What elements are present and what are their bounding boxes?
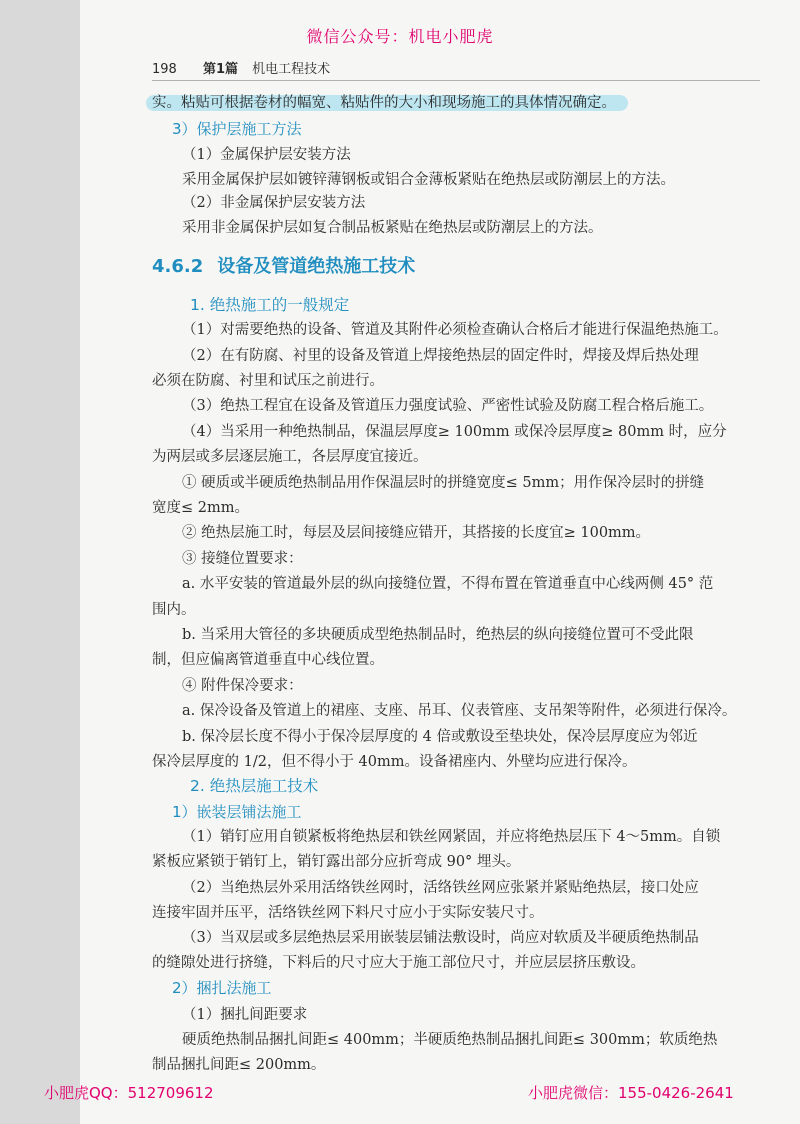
paragraph-line: （1）销钉应用自锁紧板将绝热层和铁丝网紧固，并应将绝热层压下 4～5mm。自锁 (182, 829, 721, 845)
paragraph-line: （1）捆扎间距要求 (182, 1007, 308, 1023)
paragraph-line: （3）绝热工程宜在设备及管道压力强度试验、严密性试验及防腐工程合格后施工。 (182, 398, 714, 414)
footer-qq-watermark: 小肥虎QQ：512709612 (44, 1084, 214, 1102)
subheading: 1）嵌装层铺法施工 (172, 803, 302, 821)
paragraph-line: 采用金属保护层如镀锌薄钢板或铝合金薄板紧贴在绝热层或防潮层上的方法。 (182, 172, 675, 188)
paragraph-line: 必须在防腐、衬里和试压之前进行。 (152, 373, 384, 389)
paragraph-line: （2）当绝热层外采用活络铁丝网时，活络铁丝网应张紧并紧贴绝热层，接口处应 (182, 880, 699, 896)
paragraph-line: 围内。 (152, 602, 196, 618)
paragraph-line: 制品捆扎间距≤ 200mm。 (152, 1057, 326, 1073)
paragraph-line: （1）对需要绝热的设备、管道及其附件必须检查确认合格后才能进行保温绝热施工。 (182, 322, 728, 338)
paragraph-line: 保冷层厚度的 1/2，但不得小于 40mm。设备裙座内、外壁均应进行保冷。 (152, 754, 637, 770)
paragraph-line: a. 水平安装的管道最外层的纵向接缝位置，不得布置在管道垂直中心线两侧 45° 范 (182, 576, 714, 592)
paragraph-line: （2）非金属保护层安装方法 (182, 195, 366, 211)
paragraph-line: ④ 附件保冷要求： (182, 678, 303, 694)
header-title: 机电工程技术 (252, 62, 331, 77)
paragraph-line: ① 硬质或半硬质绝热制品用作保温层时的拼缝宽度≤ 5mm；用作保冷层时的拼缝 (182, 475, 705, 491)
paragraph-line: 紧板应紧锁于销钉上，销钉露出部分应折弯成 90° 埋头。 (152, 854, 521, 870)
paragraph-line: b. 当采用大管径的多块硬质成型绝热制品时，绝热层的纵向接缝位置可不受此限 (182, 627, 694, 643)
running-header (152, 58, 330, 77)
paragraph-line: 制，但应偏离管道垂直中心线位置。 (152, 652, 384, 668)
paragraph-line: 硬质绝热制品捆扎间距≤ 400mm；半硬质绝热制品捆扎间距≤ 300mm；软质绝热 (182, 1032, 718, 1048)
part-label: 第1篇 (202, 62, 239, 77)
paragraph-line: ③ 接缝位置要求： (182, 551, 303, 567)
paragraph-line: 宽度≤ 2mm。 (152, 500, 249, 516)
paragraph-line: （2）在有防腐、衬里的设备及管道上焊接绝热层的固定件时，焊接及焊后热处理 (182, 348, 699, 364)
watermark-top: 微信公众号：机电小肥虎 (306, 27, 494, 46)
subheading: 2. 绝热层施工技术 (190, 777, 319, 795)
scan-margin (0, 0, 80, 1124)
paragraph-line: b. 保冷层长度不得小于保冷层厚度的 4 倍或敷设至垫块处，保冷层厚度应为邻近 (182, 729, 698, 745)
subheading: 2）捆扎法施工 (172, 979, 272, 997)
paragraph-line: ② 绝热层施工时，每层及层间接缝应错开，其搭接的长度宜≥ 100mm。 (182, 525, 651, 541)
section-number: 4.6.2 (152, 256, 204, 277)
subheading: 3）保护层施工方法 (172, 120, 302, 138)
paragraph-line: 连接牢固并压平，活络铁丝网下料尺寸应小于实际安装尺寸。 (152, 905, 544, 921)
paragraph-line: 为两层或多层逐层施工，各层厚度宜接近。 (152, 449, 428, 465)
subheading: 1. 绝热施工的一般规定 (190, 296, 350, 314)
paragraph-line: 的缝隙处进行挤缝，下料后的尺寸应大于施工部位尺寸，并应层层挤压敷设。 (152, 955, 645, 971)
paragraph-line: （4）当采用一种绝热制品，保温层厚度≥ 100mm 或保冷层厚度≥ 80mm 时，应分 (182, 424, 727, 440)
highlighted-text: 实。粘贴可根据卷材的幅宽、粘贴件的大小和现场施工的具体情况确定。 (146, 95, 628, 111)
paragraph-line: a. 保冷设备及管道上的裙座、支座、吊耳、仪表管座、支吊架等附件，必须进行保冷。 (182, 703, 737, 719)
paragraph-line: （3）当双层或多层绝热层采用嵌装层铺法敷设时，尚应对软质及半硬质绝热制品 (182, 930, 699, 946)
section-heading (152, 257, 415, 277)
paragraph-line (152, 93, 628, 113)
header-rule (152, 80, 760, 81)
page-number: 198 (152, 62, 177, 77)
paragraph-line: 采用非金属保护层如复合制品板紧贴在绝热层或防潮层上的方法。 (182, 220, 603, 236)
section-title: 设备及管道绝热施工技术 (217, 256, 416, 277)
paragraph-line: （1）金属保护层安装方法 (182, 147, 351, 163)
footer-wechat-watermark: 小肥虎微信：155-0426-2641 (528, 1084, 734, 1102)
